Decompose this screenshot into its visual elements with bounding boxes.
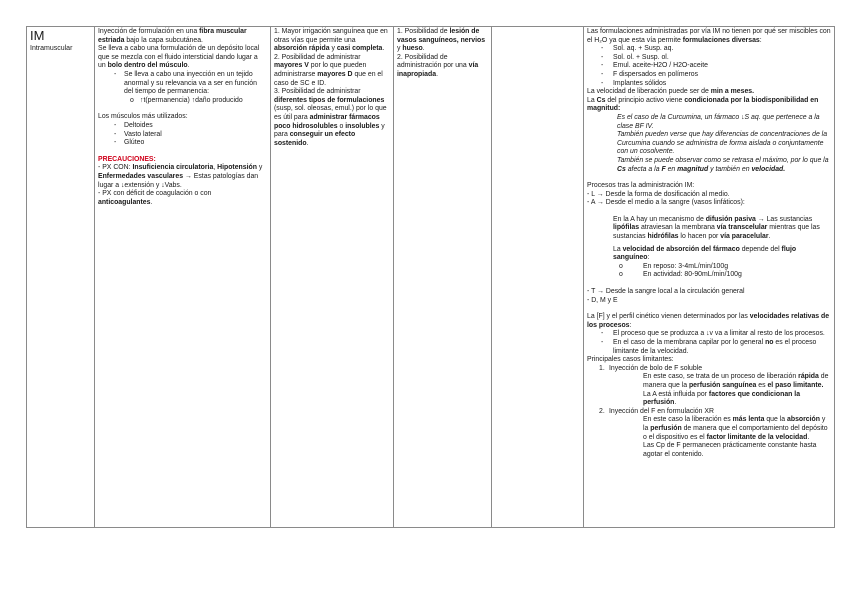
cases-title: Principales casos limitantes: bbox=[587, 356, 674, 364]
process-dme: - D, M y E bbox=[587, 296, 618, 304]
case-1-title: 1. Inyección de bolo de F soluble bbox=[599, 364, 703, 372]
list-item: - Implantes sólidos bbox=[587, 80, 831, 89]
table-row bbox=[27, 27, 835, 528]
precautions-title: PRECAUCIONES: bbox=[98, 155, 156, 163]
muscles-title: Los músculos más utilizados: bbox=[98, 113, 188, 121]
list-item: - Glúteo bbox=[98, 139, 267, 148]
list-item: o En actividad: 80-90mL/min/100g bbox=[587, 271, 831, 280]
release-speed: La velocidad de liberación puede ser de min a meses. bbox=[587, 88, 755, 96]
notes-table bbox=[26, 26, 835, 528]
list-item: - Sol. ol. + Susp. ol. bbox=[587, 54, 831, 63]
details-cell bbox=[584, 27, 835, 528]
processes-title: Procesos tras la administración IM: bbox=[587, 182, 695, 190]
case-2-note: Las Cp de F permanecen prácticamente constante hasta agotar el contenido. bbox=[643, 442, 817, 458]
disadvantage-2: 2. Posibilidad de administración por una vía inapropiada. bbox=[397, 53, 479, 78]
list-item: - Deltoides bbox=[98, 122, 267, 131]
diffusion-note: En la A hay un mecanismo de difusión pasiva → Las sustancias lipófilas atraviesan la membrana vía transcelular mientras que las sustancias hidrófilas lo hacen por vía paracelular. bbox=[613, 215, 820, 241]
process-a: - A → Desde el medio a la sangre (vasos linfáticos): bbox=[587, 199, 745, 207]
disadvantages-cell bbox=[394, 27, 492, 528]
list-item: - Emul. aceite-H2O / H2O-aceite bbox=[587, 62, 831, 71]
list-item: - F dispersados en polímeros bbox=[587, 71, 831, 80]
advantage-3: 3. Posibilidad de administrar diferentes tipos de formulaciones (susp, sol. oleosas, emul.) por lo que es útil para administrar fármacos poco hidrosolubles o insolubles y para conseguir un efecto sostenido. bbox=[274, 88, 387, 147]
curcumin-note-2: También pueden verse que hay diferencias de concentraciones de la Curcumina cuando se administra de forma aislada o conjuntamente con un cosolvente. bbox=[617, 131, 828, 156]
desc-bullet: - Se lleva a cabo una inyección en un tejido anormal y su relevancia va a ser en función del tiempo de permanencia: bbox=[98, 71, 267, 97]
formulations-intro: Las formulaciones administradas por vía IM no tienen por qué ser miscibles con el H₂O ya que esta vía permite formulaciones diversas: bbox=[587, 28, 831, 44]
list-item: - Vasto lateral bbox=[98, 131, 267, 140]
route-cell bbox=[27, 27, 95, 528]
kinetics-note: La [F] y el perfil cinético vienen determinados por las velocidades relativas de los procesos: bbox=[587, 313, 830, 329]
disadvantage-1: 1. Posibilidad de lesión de vasos sanguíneos, nervios y hueso. bbox=[397, 28, 486, 53]
process-t: - T → Desde la sangre local a la circulación general bbox=[587, 288, 745, 296]
cs-line: La Cs del principio activo viene condicionada por la biodisponibilidad en magnitud: bbox=[587, 96, 819, 113]
list-item: - Sol. aq. + Susp. aq. bbox=[587, 45, 831, 54]
advantage-2: 2. Posibilidad de administrar mayores V por lo que pueden administrarse mayores D que en el caso de SC e ID. bbox=[274, 53, 383, 87]
case-1-note: La A está influida por factores que condicionan la perfusión. bbox=[643, 390, 801, 407]
advantages-cell bbox=[271, 27, 394, 528]
desc-paragraph-2: Se lleva a cabo una formulación de un depósito local que se mezcla con el fluido intersticial dando lugar a un bolo dentro del músculo. bbox=[98, 45, 260, 70]
case-2-title: 2. Inyección del F en formulación XR bbox=[599, 407, 714, 415]
route-subtitle: Intramuscular bbox=[30, 45, 73, 52]
blood-flow-note: La velocidad de absorción del fármaco depende del flujo sanguíneo: bbox=[613, 245, 797, 262]
empty-cell bbox=[492, 27, 584, 528]
curcumin-note-3: También se puede observar como se retrasa el máximo, por lo que la Cs afecta a la F en magnitud y también en velocidad. bbox=[617, 156, 829, 173]
list-item: - El proceso que se produzca a ↓v va a limitar al resto de los procesos. bbox=[587, 330, 831, 339]
process-l: - L → Desde la forma de dosificación al medio. bbox=[587, 190, 730, 198]
case-1-body: En este caso, se trata de un proceso de liberación rápida de manera que la perfusión sanguínea es el paso limitante. bbox=[643, 373, 829, 389]
route-title: IM bbox=[30, 28, 45, 43]
precaution-2: - PX con déficit de coagulación o con anticoagulantes. bbox=[98, 190, 212, 206]
description-cell bbox=[95, 27, 271, 528]
list-item: - En el caso de la membrana capilar por lo general no es el proceso limitante de la velocidad. bbox=[587, 339, 831, 356]
curcumin-note-1: Es el caso de la Curcumina, un fármaco ↓S aq. que pertenece a la clase BF IV. bbox=[617, 113, 820, 130]
precaution-1: - PX CON: Insuficiencia circulatoria, Hipotensión y Enfermedades vasculares → Estas patologías dan lugar a ↓extensión y ↓Vabs. bbox=[98, 164, 263, 189]
desc-paragraph-1: Inyección de formulación en una fibra muscular estriada bajo la capa subcutánea. bbox=[98, 28, 247, 44]
case-2-body: En este caso la liberación es más lenta que la absorción y la perfusión de manera que el comportamiento del depósito o el dispositivo es el factor limitante de la velocidad. bbox=[643, 416, 828, 441]
desc-sub-bullet: o ↑t(permanencia) ↑daño producido bbox=[98, 97, 267, 106]
advantage-1: 1. Mayor irrigación sanguínea que en otras vías que permite una absorción rápida y casi completa. bbox=[274, 28, 388, 53]
list-item: o En reposo: 3-4mL/min/100g bbox=[587, 263, 831, 272]
